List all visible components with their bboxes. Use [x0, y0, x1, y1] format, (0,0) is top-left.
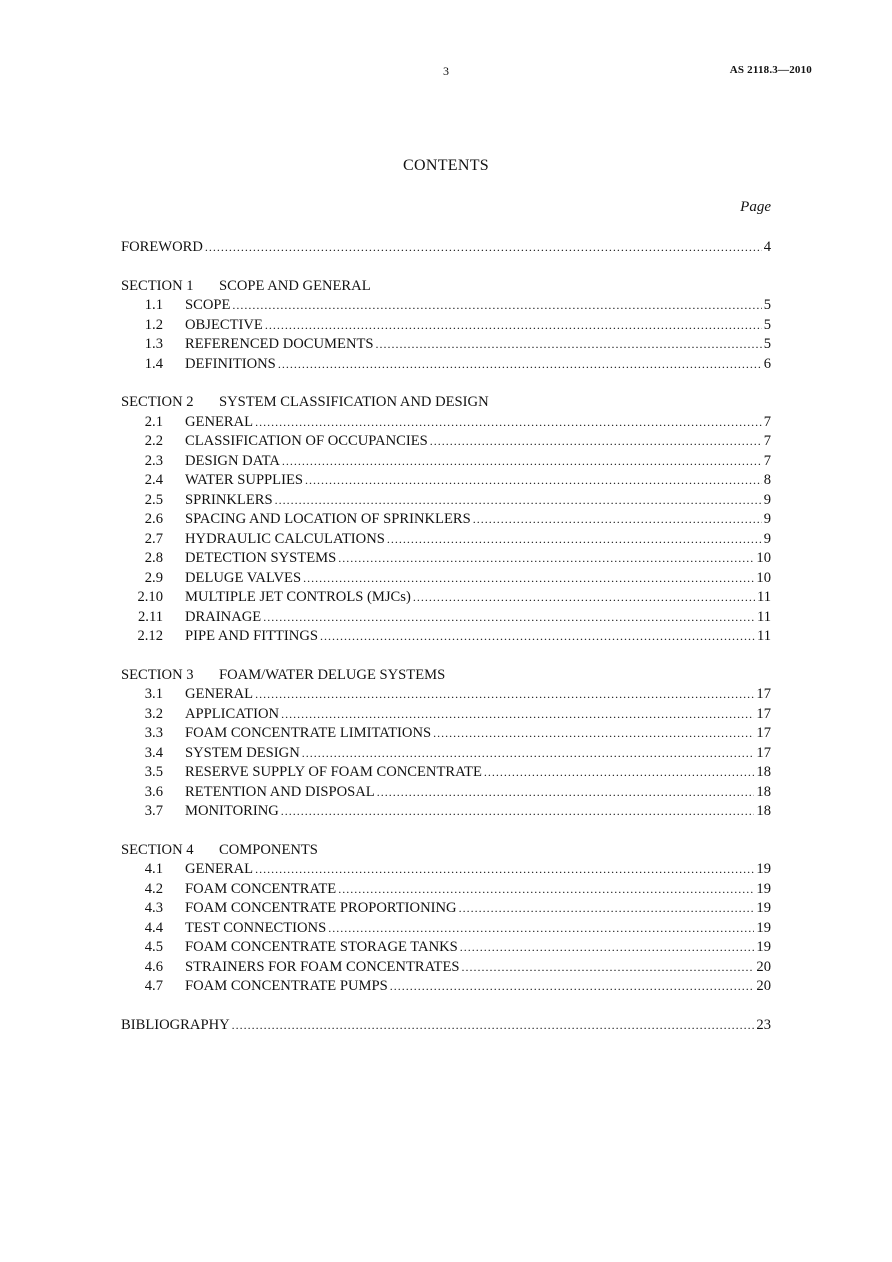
- toc-entry-page: 18: [756, 783, 771, 800]
- toc-entry-title: DELUGE VALVES: [185, 569, 302, 586]
- dot-leader: [338, 880, 754, 900]
- toc-entry-number: 1.4: [144, 355, 163, 372]
- toc-entry-title: CLASSIFICATION OF OCCUPANCIES: [185, 433, 428, 449]
- toc-entry-page: 9: [763, 530, 771, 547]
- toc-entry-number: 2.11: [138, 608, 163, 625]
- toc-entry-page: 5: [763, 336, 771, 352]
- toc-entry-number: 3.6: [144, 783, 163, 800]
- toc-entry-number: 4.6: [144, 958, 163, 975]
- dot-leader: [484, 763, 755, 783]
- toc-entry-page: 9: [763, 511, 771, 527]
- section-title: FOAM/WATER DELUGE SYSTEMS: [219, 666, 446, 683]
- toc-entry-page: 7: [763, 413, 771, 430]
- toc-entry-page: 20: [756, 958, 771, 975]
- toc-entry-number: 2.2: [144, 433, 163, 449]
- dot-leader: [328, 919, 754, 939]
- toc-entry-page: 11: [756, 589, 771, 605]
- toc-entry-title: MONITORING: [185, 803, 279, 819]
- toc-entry[interactable]: [121, 335, 771, 355]
- toc-entry-page: 17: [756, 705, 771, 722]
- section-title: SCOPE AND GENERAL: [219, 277, 371, 294]
- toc-entry-title: SPRINKLERS: [185, 491, 273, 508]
- toc-entry-title: DESIGN DATA: [185, 452, 280, 469]
- toc-entry-title: FOREWORD: [121, 239, 203, 255]
- toc-entry[interactable]: [121, 724, 771, 744]
- toc-entry-page: 20: [756, 978, 771, 994]
- toc-entry-title: TEST CONNECTIONS: [185, 919, 327, 936]
- dot-leader: [255, 685, 754, 705]
- toc-entry-page: 18: [756, 764, 771, 780]
- section-heading-1[interactable]: [121, 277, 771, 297]
- toc-entry-number: 4.1: [144, 861, 163, 877]
- dot-leader: [232, 1016, 755, 1036]
- section-label: SECTION 3: [121, 666, 194, 683]
- toc-entry-number: 2.5: [144, 491, 163, 508]
- toc-entry-number: 4.3: [144, 900, 163, 916]
- dot-leader: [433, 724, 754, 744]
- toc-entry-number: 4.2: [144, 880, 163, 897]
- toc-entry-title: DETECTION SYSTEMS: [185, 550, 337, 566]
- toc-entry-title: MULTIPLE JET CONTROLS (MJCs): [185, 589, 411, 605]
- toc-entry-page: 6: [763, 355, 771, 372]
- toc-entry-title: PIPE AND FITTINGS: [185, 628, 318, 644]
- section-label: SECTION 4: [121, 841, 194, 858]
- toc-entry[interactable]: [121, 432, 771, 452]
- toc-entry-foreword[interactable]: [121, 238, 771, 258]
- toc-entry[interactable]: [121, 860, 771, 880]
- toc-entry-number: 1.2: [144, 316, 163, 333]
- section-label: SECTION 2: [121, 394, 194, 410]
- toc-entry[interactable]: [121, 491, 771, 511]
- dot-leader: [460, 938, 755, 958]
- toc-entry[interactable]: [121, 549, 771, 569]
- toc-entry[interactable]: [121, 977, 771, 997]
- toc-entry[interactable]: [121, 530, 771, 550]
- toc-entry-number: 2.3: [144, 452, 163, 469]
- toc-entry-title: OBJECTIVE: [185, 316, 263, 333]
- toc-entry-number: 3.7: [144, 803, 163, 819]
- toc-entry-number: 2.6: [144, 511, 163, 527]
- toc-entry[interactable]: [121, 471, 771, 491]
- dot-leader: [281, 802, 755, 822]
- toc-entry-title: FOAM CONCENTRATE PUMPS: [185, 978, 388, 994]
- toc-entry[interactable]: [121, 569, 771, 589]
- section-heading-4[interactable]: [121, 841, 771, 861]
- toc-entry[interactable]: [121, 783, 771, 803]
- dot-leader: [275, 491, 762, 511]
- toc-entry[interactable]: [121, 296, 771, 316]
- toc-entry[interactable]: [121, 899, 771, 919]
- document-id: AS 2118.3—2010: [729, 64, 812, 76]
- toc-entry[interactable]: [121, 705, 771, 725]
- toc-entry[interactable]: [121, 763, 771, 783]
- dot-leader: [282, 452, 762, 472]
- toc-entry-number: 1.3: [144, 336, 163, 352]
- toc-entry-title: WATER SUPPLIES: [185, 472, 303, 488]
- toc-entry-title: REFERENCED DOCUMENTS: [185, 336, 374, 352]
- toc-entry[interactable]: [121, 685, 771, 705]
- dot-leader: [232, 296, 761, 316]
- toc-entry-number: 2.9: [144, 569, 163, 586]
- toc-entry-page: 7: [763, 452, 771, 469]
- toc-entry[interactable]: [121, 919, 771, 939]
- toc-entry-page: 10: [756, 569, 771, 586]
- toc-entry-page: 19: [756, 880, 771, 897]
- dot-leader: [205, 238, 762, 258]
- toc-entry-page: 11: [756, 628, 771, 644]
- toc-entry[interactable]: [121, 608, 771, 628]
- dot-leader: [281, 705, 754, 725]
- toc-entry-number: 3.2: [144, 705, 163, 722]
- toc-entry-title: GENERAL: [185, 686, 254, 702]
- dot-leader: [278, 355, 762, 375]
- toc-entry-page: 8: [763, 472, 771, 488]
- toc-entry-page: 19: [756, 939, 771, 955]
- toc-entry-title: RETENTION AND DISPOSAL: [185, 783, 375, 800]
- toc-entry-page: 19: [756, 900, 771, 916]
- toc-entry-page: 17: [756, 744, 771, 761]
- toc-entry-title: STRAINERS FOR FOAM CONCENTRATES: [185, 958, 460, 975]
- toc-entry-number: 2.12: [137, 628, 163, 644]
- toc-entry-number: 2.4: [144, 472, 163, 488]
- dot-leader: [462, 958, 755, 978]
- toc-entry-number: 1.1: [144, 297, 163, 313]
- toc-entry-title: BIBLIOGRAPHY: [121, 1016, 230, 1033]
- toc-entry-number: 3.3: [144, 725, 163, 741]
- dot-leader: [338, 549, 754, 569]
- section-title: SYSTEM CLASSIFICATION AND DESIGN: [219, 394, 489, 410]
- dot-leader: [377, 783, 755, 803]
- table-of-contents: [121, 238, 771, 1035]
- toc-entry-title: FOAM CONCENTRATE PROPORTIONING: [185, 900, 457, 916]
- toc-entry[interactable]: [121, 958, 771, 978]
- dot-leader: [255, 860, 754, 880]
- toc-entry-title: APPLICATION: [185, 705, 280, 722]
- dot-leader: [263, 608, 755, 628]
- toc-entry-title: HYDRAULIC CALCULATIONS: [185, 530, 385, 547]
- toc-entry-title: SYSTEM DESIGN: [185, 744, 300, 761]
- toc-entry-page: 17: [756, 725, 771, 741]
- dot-leader: [390, 977, 755, 997]
- section-label: SECTION 1: [121, 277, 194, 294]
- toc-entry[interactable]: [121, 452, 771, 472]
- toc-entry[interactable]: [121, 744, 771, 764]
- toc-entry[interactable]: [121, 938, 771, 958]
- toc-entry-page: 23: [756, 1016, 771, 1033]
- toc-entry-page: 7: [763, 433, 771, 449]
- toc-entry-number: 3.4: [144, 744, 163, 761]
- dot-leader: [305, 471, 762, 491]
- toc-entry-number: 4.5: [144, 939, 163, 955]
- toc-entry[interactable]: [121, 510, 771, 530]
- toc-entry-title: SPACING AND LOCATION OF SPRINKLERS: [185, 511, 471, 527]
- dot-leader: [303, 569, 754, 589]
- dot-leader: [255, 413, 762, 433]
- dot-leader: [473, 510, 762, 530]
- toc-entry-number: 2.10: [137, 589, 163, 605]
- toc-entry-title: DEFINITIONS: [185, 355, 276, 372]
- page-column-label: Page: [740, 199, 771, 215]
- toc-entry-number: 2.1: [144, 413, 163, 430]
- dot-leader: [413, 588, 755, 608]
- toc-entry[interactable]: [121, 627, 771, 647]
- toc-entry-title: GENERAL: [185, 413, 254, 430]
- contents-title: CONTENTS: [403, 157, 489, 174]
- toc-entry-number: 3.5: [144, 764, 163, 780]
- toc-entry[interactable]: [121, 316, 771, 336]
- toc-entry[interactable]: [121, 588, 771, 608]
- toc-entry-number: 4.7: [144, 978, 163, 994]
- toc-entry-number: 3.1: [144, 686, 163, 702]
- toc-entry-page: 10: [756, 550, 771, 566]
- toc-entry-title: FOAM CONCENTRATE STORAGE TANKS: [185, 939, 458, 955]
- dot-leader: [265, 316, 762, 336]
- toc-entry-title: DRAINAGE: [185, 608, 262, 625]
- page-number: 3: [443, 64, 449, 78]
- toc-entry-title: FOAM CONCENTRATE: [185, 880, 337, 897]
- toc-entry-page: 19: [756, 861, 771, 877]
- toc-entry-title: RESERVE SUPPLY OF FOAM CONCENTRATE: [185, 764, 482, 780]
- toc-entry-number: 2.8: [144, 550, 163, 566]
- toc-entry[interactable]: [121, 880, 771, 900]
- toc-entry-page: 5: [763, 316, 771, 333]
- toc-entry-page: 4: [763, 239, 771, 255]
- toc-entry-bibliography[interactable]: [121, 1016, 771, 1036]
- toc-entry-page: 9: [763, 491, 771, 508]
- toc-entry[interactable]: [121, 413, 771, 433]
- section-heading-2[interactable]: [121, 393, 771, 413]
- toc-entry[interactable]: [121, 355, 771, 375]
- dot-leader: [376, 335, 762, 355]
- toc-entry-title: FOAM CONCENTRATE LIMITATIONS: [185, 725, 432, 741]
- toc-entry[interactable]: [121, 802, 771, 822]
- dot-leader: [430, 432, 762, 452]
- toc-entry-title: SCOPE: [185, 297, 231, 313]
- toc-entry-number: 2.7: [144, 530, 163, 547]
- toc-entry-number: 4.4: [144, 919, 163, 936]
- dot-leader: [302, 744, 755, 764]
- dot-leader: [320, 627, 755, 647]
- toc-entry-page: 5: [763, 297, 771, 313]
- section-heading-3[interactable]: [121, 666, 771, 686]
- toc-entry-title: GENERAL: [185, 861, 254, 877]
- toc-entry-page: 18: [756, 803, 771, 819]
- toc-entry-page: 17: [756, 686, 771, 702]
- toc-entry-page: 19: [756, 919, 771, 936]
- toc-entry-page: 11: [756, 608, 771, 625]
- dot-leader: [387, 530, 762, 550]
- dot-leader: [459, 899, 755, 919]
- section-title: COMPONENTS: [219, 841, 318, 858]
